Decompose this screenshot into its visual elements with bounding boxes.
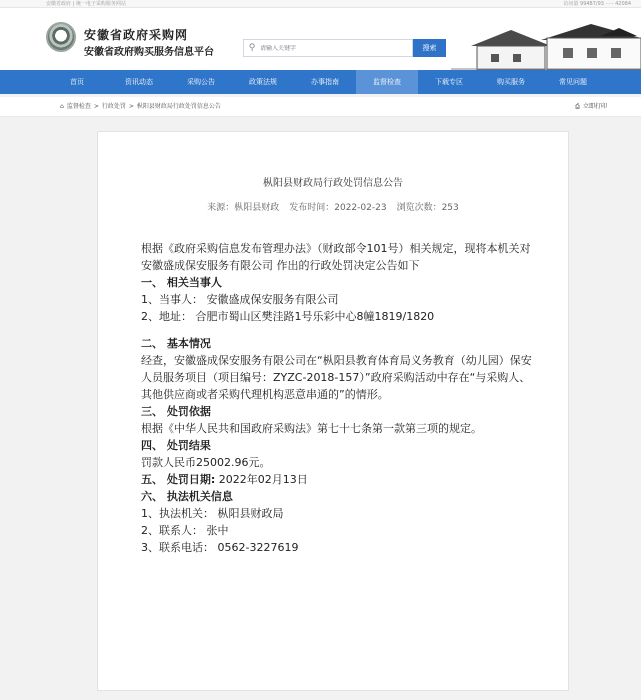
print-button[interactable] (575, 97, 607, 117)
printer-icon: ⎙ (575, 103, 580, 110)
section-heading-parties: 一、 相关当事人 (141, 276, 222, 289)
breadcrumb-separator: > (93, 103, 99, 110)
breadcrumb-item-current: 枞阳县财政局行政处罚信息公告 (136, 103, 221, 110)
nav-item-faq[interactable]: 常见问题 (559, 78, 587, 86)
print-label: 立即打印 (582, 103, 607, 110)
article-date: 发布时间：2022-02-23 (289, 203, 387, 213)
agency-phone: 3、联系电话： 0562-3227619 (141, 541, 299, 554)
section-heading-agency: 六、 执法机关信息 (141, 490, 233, 503)
facts-body: 经查，安徽盛成保安服务有限公司在“枞阳县教育体育局义务教育（幼儿园）保安人员服务项目（项目编号：ZYZC-2018-157）”政府采购活动中存在“与采购人、其他供应商或者采购代理机构恶意串通的”的情形。 (141, 354, 532, 401)
main-nav (0, 70, 641, 94)
penalty-date: 2022年02月13日 (215, 473, 308, 486)
article-content (141, 240, 541, 556)
search-icon: ⚲ (248, 43, 256, 53)
nav-item-home[interactable]: 首页 (70, 78, 84, 86)
result-body: 罚款人民币25002.96元。 (141, 456, 271, 469)
article-panel (97, 131, 569, 691)
nav-item-policies[interactable]: 政策法规 (249, 78, 277, 86)
party-name: 1、当事人： 安徽盛成保安服务有限公司 (141, 293, 339, 306)
nav-item-procurement-notices[interactable]: 采购公告 (187, 78, 215, 86)
home-icon[interactable]: ⌂ (60, 103, 64, 110)
nav-item-news[interactable]: 资讯动态 (125, 78, 153, 86)
site-title[interactable]: 安徽省政府采购网 (84, 28, 189, 42)
search-button[interactable]: 搜索 (413, 39, 446, 57)
section-heading-date: 五、 处罚日期: (141, 473, 216, 486)
nav-item-purchase-services[interactable]: 购买服务 (497, 78, 525, 86)
nav-item-guide[interactable]: 办事指南 (311, 78, 339, 86)
section-heading-basis: 三、 处罚依据 (141, 405, 211, 418)
top-info-bar (0, 0, 641, 8)
breadcrumb-separator: > (128, 103, 134, 110)
section-heading-result: 四、 处罚结果 (141, 439, 211, 452)
breadcrumb (60, 97, 221, 117)
nav-item-supervision[interactable]: 监督检查 (356, 70, 418, 94)
article-intro: 根据《政府采购信息发布管理办法》（财政部令101号）相关规定，现将本机关对 安徽盛成保安服务有限公司 作出的行政处罚决定公告如下 (141, 242, 531, 272)
site-subtitle: 安徽省政府购买服务信息平台 (84, 47, 214, 58)
site-header (0, 8, 641, 70)
article-views: 浏览次数：253 (396, 203, 459, 213)
topbar-right-text: 访问量 99487/93 ····· 42084 (563, 1, 631, 7)
article-source: 来源：枞阳县财政 (207, 203, 280, 213)
basis-body: 根据《中华人民共和国政府采购法》第七十七条第一款第三项的规定。 (141, 422, 482, 435)
section-heading-facts: 二、 基本情况 (141, 337, 211, 350)
nav-item-downloads[interactable]: 下载专区 (435, 78, 463, 86)
agency-name: 1、执法机关： 枞阳县财政局 (141, 507, 284, 520)
search-box (243, 39, 413, 57)
article-meta (98, 200, 568, 213)
search-input[interactable] (260, 45, 400, 52)
agency-contact: 2、联系人： 张中 (141, 524, 229, 537)
huizhou-building-illustration (451, 16, 641, 70)
site-logo[interactable] (46, 22, 76, 52)
breadcrumb-item-penalty[interactable]: 行政处罚 (101, 103, 126, 110)
party-address: 2、地址： 合肥市蜀山区樊洼路1号乐彩中心8幢1819/1820 (141, 310, 435, 323)
breadcrumb-item-supervision[interactable]: 监督检查 (66, 103, 91, 110)
article-title: 枞阳县财政局行政处罚信息公告 (263, 178, 403, 189)
topbar-left-text: 安徽省政府 | 统一电子采购服务网站 (46, 1, 126, 7)
breadcrumb-bar (0, 97, 641, 117)
